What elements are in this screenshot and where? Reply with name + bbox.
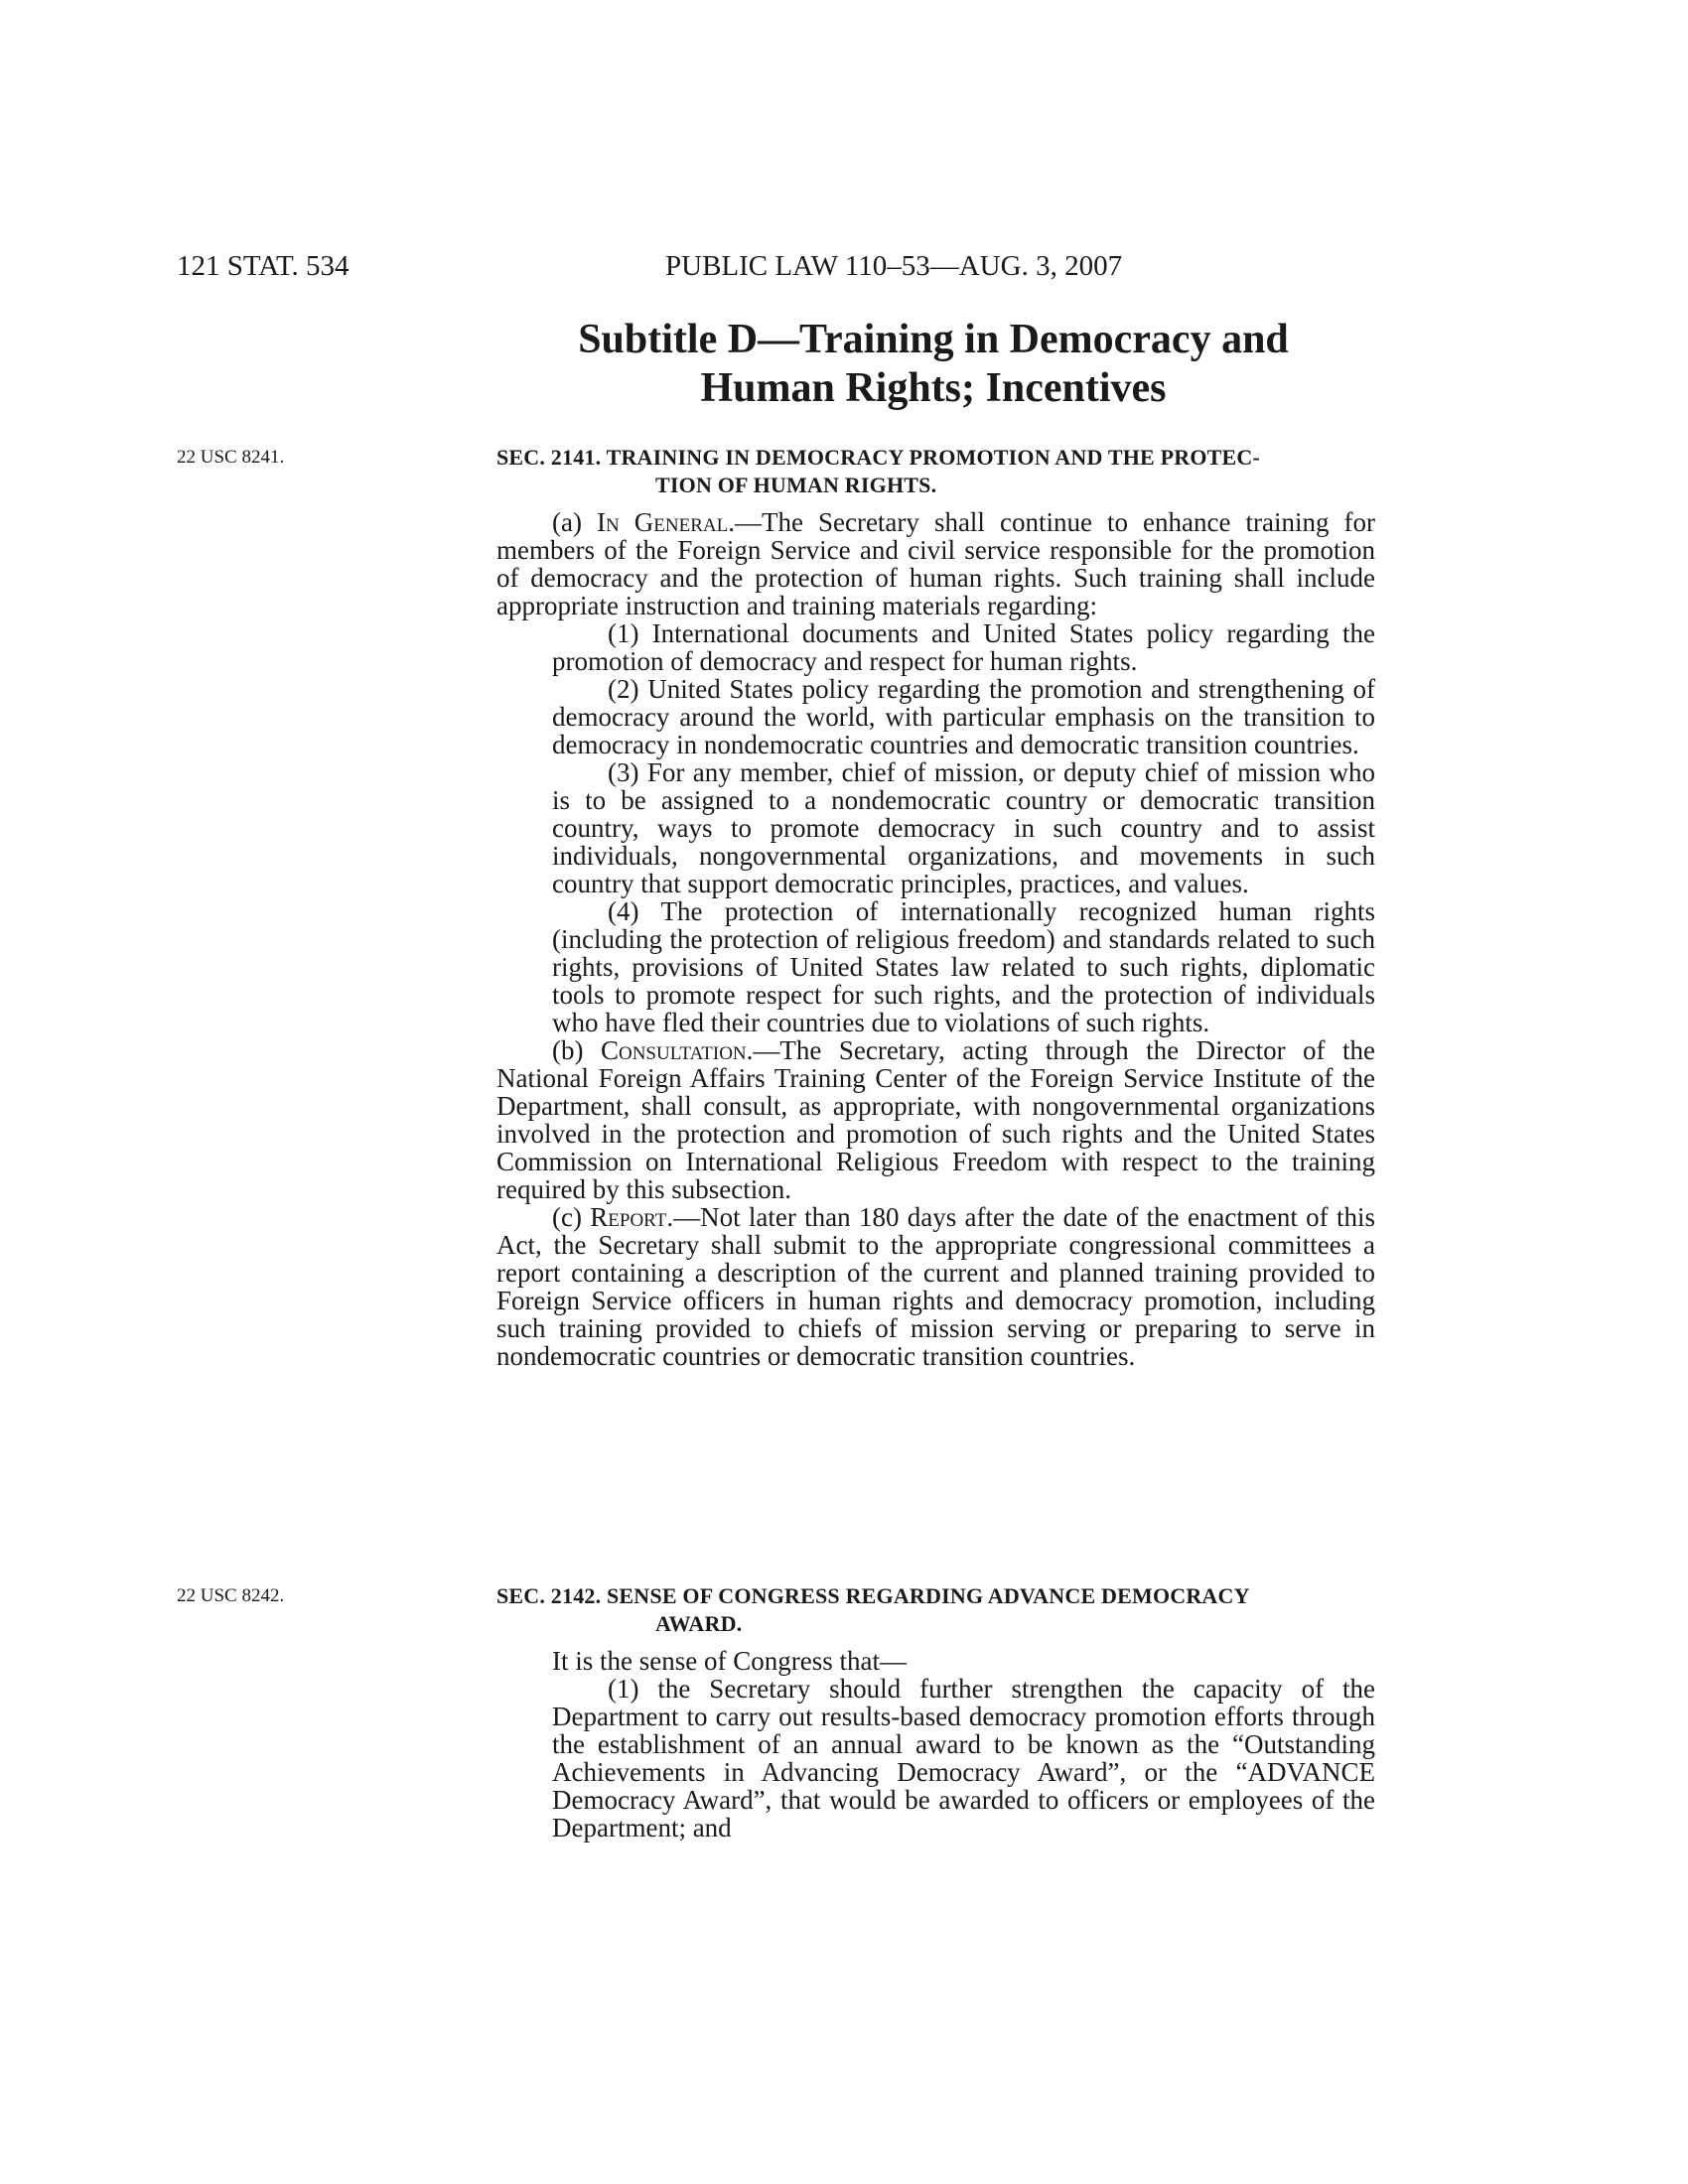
paragraph-2141-a-3: (3) For any member, chief of mission, or deputy chief of mission who is to be assigned to a nondemocratic country or democratic transition country, ways to promote democracy in such country and to assist individuals, nongovernmental organizations, and movements in such country that support democratic principles, practices, and values. xyxy=(552,757,1375,898)
paragraph-2141-a-1: (1) International documents and United States policy regarding the promotion of democracy and respect for human rights. xyxy=(552,618,1375,676)
section-2141-body xyxy=(496,508,1375,1370)
subsection-c-text: .—Not later than 180 days after the date of the enactment of this Act, the Secretary shall submit to the appropriate congressional committees a report containing a description of the current and planned training provided to Foreign Service officers in human rights and democracy promotion, including such training provided to chiefs of mission serving or preparing to serve in nondemocratic countries or democratic transition countries. xyxy=(496,1202,1375,1371)
subsection-a-caption: n General xyxy=(606,507,729,537)
section-2142-heading-line-2: AWARD. xyxy=(655,1611,743,1636)
subsection-b-text: .—The Secretary, acting through the Director of the National Foreign Affairs Training Center of the Foreign Service Institute of the Department, shall consult, as appropriate, with nongovernmental organizations involved in the protection and promotion of such rights and the United States Commission on International Religious Freedom with respect to the training required by this subsection. xyxy=(496,1035,1375,1204)
subsection-c-label: (c) R xyxy=(552,1202,609,1232)
subsection-b xyxy=(496,1036,1375,1203)
margin-note-usc-8241: 22 USC 8241. xyxy=(177,447,285,468)
section-2141-heading-line-1: SEC. 2141. TRAINING IN DEMOCRACY PROMOTION AND THE PROTEC- xyxy=(496,445,1261,470)
margin-note-usc-8242: 22 USC 8242. xyxy=(177,1585,285,1606)
section-2142-heading xyxy=(496,1582,1375,1638)
subtitle-line-1: Subtitle D—Training in Democracy and xyxy=(578,317,1289,362)
section-2141-heading xyxy=(496,444,1375,499)
subsection-a xyxy=(496,508,1375,619)
public-law-citation: PUBLIC LAW 110–53—AUG. 3, 2007 xyxy=(665,250,1123,282)
subtitle-heading xyxy=(437,316,1430,413)
subsection-b-label: (b) C xyxy=(552,1035,619,1065)
paragraph-2141-a-2: (2) United States policy regarding the promotion and strengthening of democracy around the world, with particular emphasis on the transition to democracy in nondemocratic countries and democratic transition countries. xyxy=(552,674,1375,759)
running-head xyxy=(0,246,1688,286)
subsection-c xyxy=(496,1203,1375,1370)
subsection-a-text: .—The Secretary shall continue to enhance training for members of the Foreign Service and civil service responsible for the promotion of democracy and the protection of human rights. Such training shall include appropriate instruction and training materials regarding: xyxy=(496,507,1375,620)
section-2142-heading-line-1: SEC. 2142. SENSE OF CONGRESS REGARDING ADVANCE DEMOCRACY xyxy=(496,1583,1250,1608)
section-2142-intro: It is the sense of Congress that— xyxy=(552,1646,907,1676)
subsection-a-label: (a) I xyxy=(552,507,606,537)
paragraph-2142-1: (1) the Secretary should further strengthen the capacity of the Department to carry out results-based democracy promotion efforts through the establishment of an annual award to be known as the “Outstanding Achievements in Advancing Democracy Award”, or the “ADVANCE Democracy Award”, that would be awarded to officers or employees of the Department; and xyxy=(552,1674,1375,1843)
paragraph-2141-a-4: (4) The protection of internationally recognized human rights (including the protection of religious freedom) and standards related to such rights, provisions of United States law related to such rights, diplomatic tools to promote respect for such rights, and the protection of individuals who have fled their countries due to violations of such rights. xyxy=(552,896,1375,1037)
section-2142-body xyxy=(496,1647,1375,1842)
subsection-c-caption: eport xyxy=(608,1202,667,1232)
subtitle-line-2: Human Rights; Incentives xyxy=(700,365,1167,411)
subsection-b-caption: onsultation xyxy=(618,1035,747,1065)
stat-citation: 121 STAT. 534 xyxy=(177,250,350,282)
section-2141-heading-line-2: TION OF HUMAN RIGHTS. xyxy=(655,473,937,497)
